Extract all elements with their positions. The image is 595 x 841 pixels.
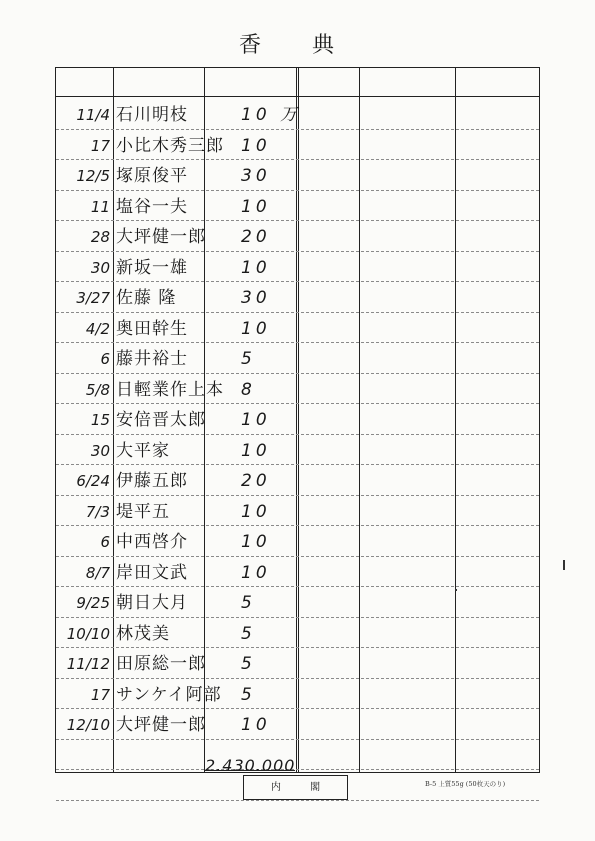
entry-name: 伊藤五郎 xyxy=(116,471,188,491)
ledger-row xyxy=(56,525,539,555)
entry-amount: 5 xyxy=(241,623,256,644)
entry-date: 17 xyxy=(90,685,110,704)
ledger-row xyxy=(56,556,539,586)
entry-name: 大平家 xyxy=(116,440,170,461)
ledger-row xyxy=(56,617,539,647)
entry-date: 15 xyxy=(90,411,110,429)
ledger-row xyxy=(56,708,539,738)
entry-name: 小比木秀三郎 xyxy=(116,135,224,156)
ledger-row xyxy=(56,190,539,220)
entry-name: 安倍晋太郎 xyxy=(116,410,206,430)
entry-name: 田原総一郎 xyxy=(116,654,206,674)
entry-amount: 10 xyxy=(241,410,271,430)
ledger-row xyxy=(56,159,539,189)
entry-amount: 30 xyxy=(241,166,271,186)
scan-mark xyxy=(455,589,457,591)
ledger-row xyxy=(56,281,539,311)
ledger-row xyxy=(56,495,539,525)
entry-name: 大坪健一郎 xyxy=(116,227,206,247)
entry-amount: 8 xyxy=(241,379,256,400)
total-amount: 2.430.000 xyxy=(205,756,296,775)
ledger-row xyxy=(56,251,539,281)
row-rule xyxy=(56,769,539,770)
entry-date: 17 xyxy=(90,136,110,155)
entry-date: 11 xyxy=(90,197,110,216)
ledger-row xyxy=(56,98,539,128)
entry-name: 奥田幹生 xyxy=(116,318,188,339)
footer-label-box: 内 閣 xyxy=(243,775,348,800)
entry-date: 7/3 xyxy=(85,502,110,521)
entry-amount: 10 xyxy=(241,532,271,552)
entry-amount: 30 xyxy=(241,288,271,308)
entry-amount: 10 万 xyxy=(241,105,302,125)
entry-date: 3/27 xyxy=(76,289,110,307)
ledger-row xyxy=(56,220,539,250)
entry-date: 30 xyxy=(90,258,110,277)
entry-name: 石川明枝 xyxy=(116,105,188,125)
entry-amount: 10 xyxy=(241,257,271,278)
entry-amount: 5 xyxy=(241,654,256,674)
entry-amount: 20 xyxy=(241,227,271,247)
entry-date: 12/10 xyxy=(66,716,110,734)
entry-amount: 5 xyxy=(241,593,256,613)
entry-amount: 10 xyxy=(241,715,271,735)
page-title: 香 典 xyxy=(239,33,356,58)
entry-amount: 10 xyxy=(241,135,271,156)
entry-name: サンケイ阿部 xyxy=(116,684,222,705)
paper-spec-note: B-5 上質55g (50枚天のり) xyxy=(425,780,506,788)
scan-mark xyxy=(563,560,565,570)
entry-date: 6 xyxy=(100,350,110,368)
entry-name: 大坪健一郎 xyxy=(116,715,206,735)
entry-amount: 20 xyxy=(241,471,271,491)
entry-date: 6/24 xyxy=(76,472,110,490)
ledger-row xyxy=(56,647,539,677)
ledger-table xyxy=(55,67,540,773)
entry-name: 岸田文武 xyxy=(116,562,188,583)
entry-date: 30 xyxy=(90,441,110,460)
entry-date: 10/10 xyxy=(66,624,110,643)
ledger-row xyxy=(56,373,539,403)
entry-date: 6 xyxy=(100,533,110,551)
entry-name: 佐藤 隆 xyxy=(116,288,177,308)
ledger-row xyxy=(56,129,539,159)
ledger-row xyxy=(56,586,539,616)
header-rule xyxy=(56,96,539,97)
row-rule xyxy=(56,739,539,740)
entry-date: 9/25 xyxy=(76,594,110,612)
entry-date: 8/7 xyxy=(85,563,110,582)
ledger-row xyxy=(56,678,539,708)
entry-name: 塩谷一夫 xyxy=(116,196,188,217)
entry-name: 塚原俊平 xyxy=(116,166,188,186)
entry-name: 林茂美 xyxy=(116,623,170,644)
entry-date: 5/8 xyxy=(85,380,110,399)
entry-name: 藤井裕士 xyxy=(116,349,188,369)
ledger-row xyxy=(56,464,539,494)
entry-name: 新坂一雄 xyxy=(116,257,188,278)
ledger-row xyxy=(56,434,539,464)
entry-amount: 10 xyxy=(241,196,271,217)
ledger-row xyxy=(56,342,539,372)
entry-date: 11/12 xyxy=(66,655,110,673)
entry-date: 4/2 xyxy=(85,319,110,338)
entry-amount: 10 xyxy=(241,562,271,583)
entry-name: 堤平五 xyxy=(116,501,170,522)
entry-date: 11/4 xyxy=(76,106,110,124)
entry-amount: 10 xyxy=(241,501,271,522)
entry-amount: 10 xyxy=(241,318,271,339)
total-underline xyxy=(205,770,295,771)
ledger-row xyxy=(56,403,539,433)
entry-amount: 5 xyxy=(241,684,256,705)
entry-amount: 10 xyxy=(241,440,271,461)
entry-date: 12/5 xyxy=(76,167,110,185)
entry-name: 中西啓介 xyxy=(116,532,188,552)
entry-date: 28 xyxy=(90,228,110,246)
entry-name: 朝日大月 xyxy=(116,593,188,613)
entry-amount: 5 xyxy=(241,349,256,369)
entry-name: 日輕業作上本 xyxy=(116,379,224,400)
ledger-row xyxy=(56,312,539,342)
